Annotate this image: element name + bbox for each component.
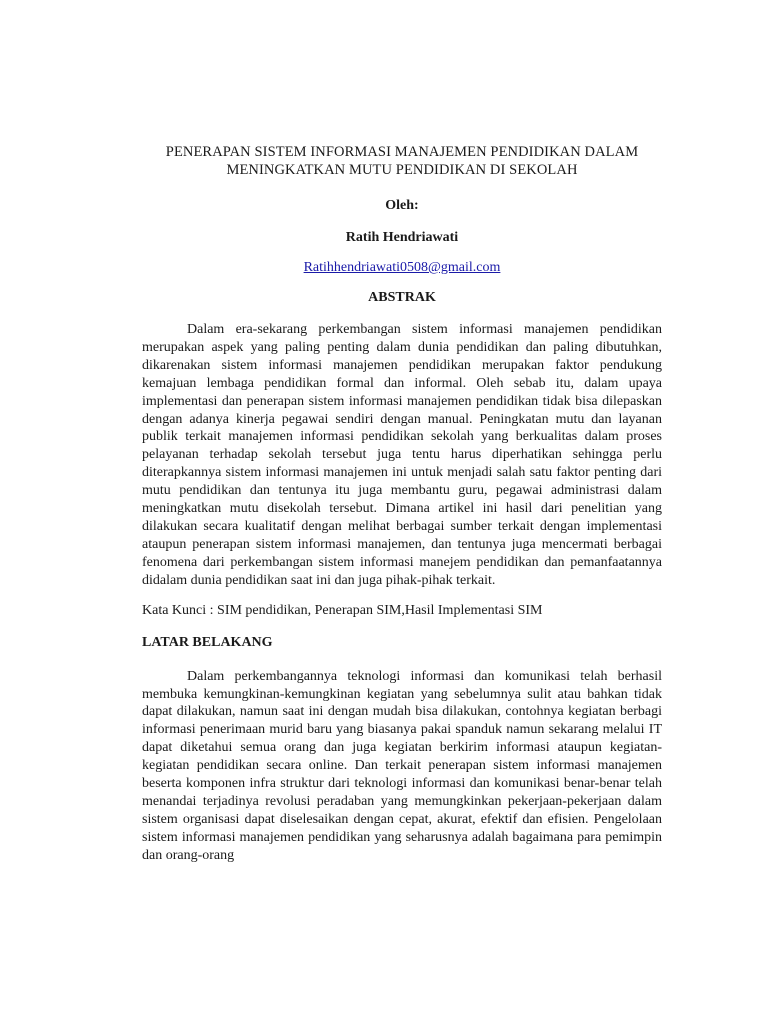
title-line-2: MENINGKATKAN MUTU PENDIDIKAN DI SEKOLAH [226,162,578,178]
author-name: Ratih Hendriawati [345,230,459,245]
abstract-heading: ABSTRAK [368,290,436,305]
document-page [142,143,662,865]
title-line-1: PENERAPAN SISTEM INFORMASI MANAJEMEN PENDIDIKAN DALAM [165,144,639,160]
by-label: Oleh: [385,198,419,213]
document-title [142,143,662,179]
email-link[interactable]: Ratihhendriawati0508@gmail.com [303,260,501,275]
background-paragraph: Dalam perkembangannya teknologi informasi dan komunikasi telah berhasil membuka kemungkinan-kemungkinan kegiatan yang sebelumnya sulit atau bahkan tidak dapat dilakukan, namun saat ini dengan mudah bisa dilakukan, contohnya kegiatan berbagi informasi penerimaan murid baru yang biasanya pakai spanduk namun sekarang melalui IT dapat diketahui semua orang dan juga kegiatan berkirim informasi ataupun kegiatan-kegiatan pendidikan secara online. Dan terkait penerapan sistem informasi manajemen beserta komponen infra struktur dari teknologi informasi dan komunikasi benar-benar telah menandai terjadinya revolusi peradaban yang memungkinkan pekerjaan-pekerjaan dalam sistem organisasi dapat diselesaikan dengan cepat, akurat, efektif dan efisien. Pengelolaan sistem informasi manajemen pendidikan yang seharusnya adalah bagaimana para pemimpin dan orang-orang [142,668,662,863]
abstract-paragraph: Dalam era-sekarang perkembangan sistem informasi manajemen pendidikan merupakan aspek yang paling penting dalam dunia pendidikan dan paling dibutuhkan, dikarenakan sistem informasi manajemen pendidikan merupakan faktor pendukung kemajuan lembaga pendidikan formal dan informal. Oleh sebab itu, dalam upaya implementasi dan penerapan sistem informasi manajemen pendidikan tidak bisa dilepaskan dengan adanya kinerja pegawai sendiri dengan manual. Peningkatan mutu dan layanan publik terkait manajemen informasi pendidikan sekolah yang berkualitas dalam proses pelayanan terhadap sekolah tersebut juga tentu harus diperhatikan sehingga perlu diterapkannya sistem informasi manajemen ini untuk menjadi salah satu faktor penting dari mutu pendidikan dan tentunya itu juga membantu guru, pegawai administrasi dalam meningkatkan mutu disekolah tersebut. Dimana artikel ini hasil dari penelitian yang dilakukan secara kualitatif dengan melihat berbagai sumber terkait dengan implementasi ataupun penerapan sistem informasi manajemen, dan tentunya juga mencermati berbagai fenomena dari perkembangan sistem informasi manejem pendidikan dan pemanfaatannya didalam dunia pendidikan saat ini dan juga pihak-pihak terkait. [142,322,662,588]
author-email [142,259,662,277]
section-heading: LATAR BELAKANG [142,634,273,650]
keywords: Kata Kunci : SIM pendidikan, Penerapan SIM,Hasil Implementasi SIM [142,602,543,618]
